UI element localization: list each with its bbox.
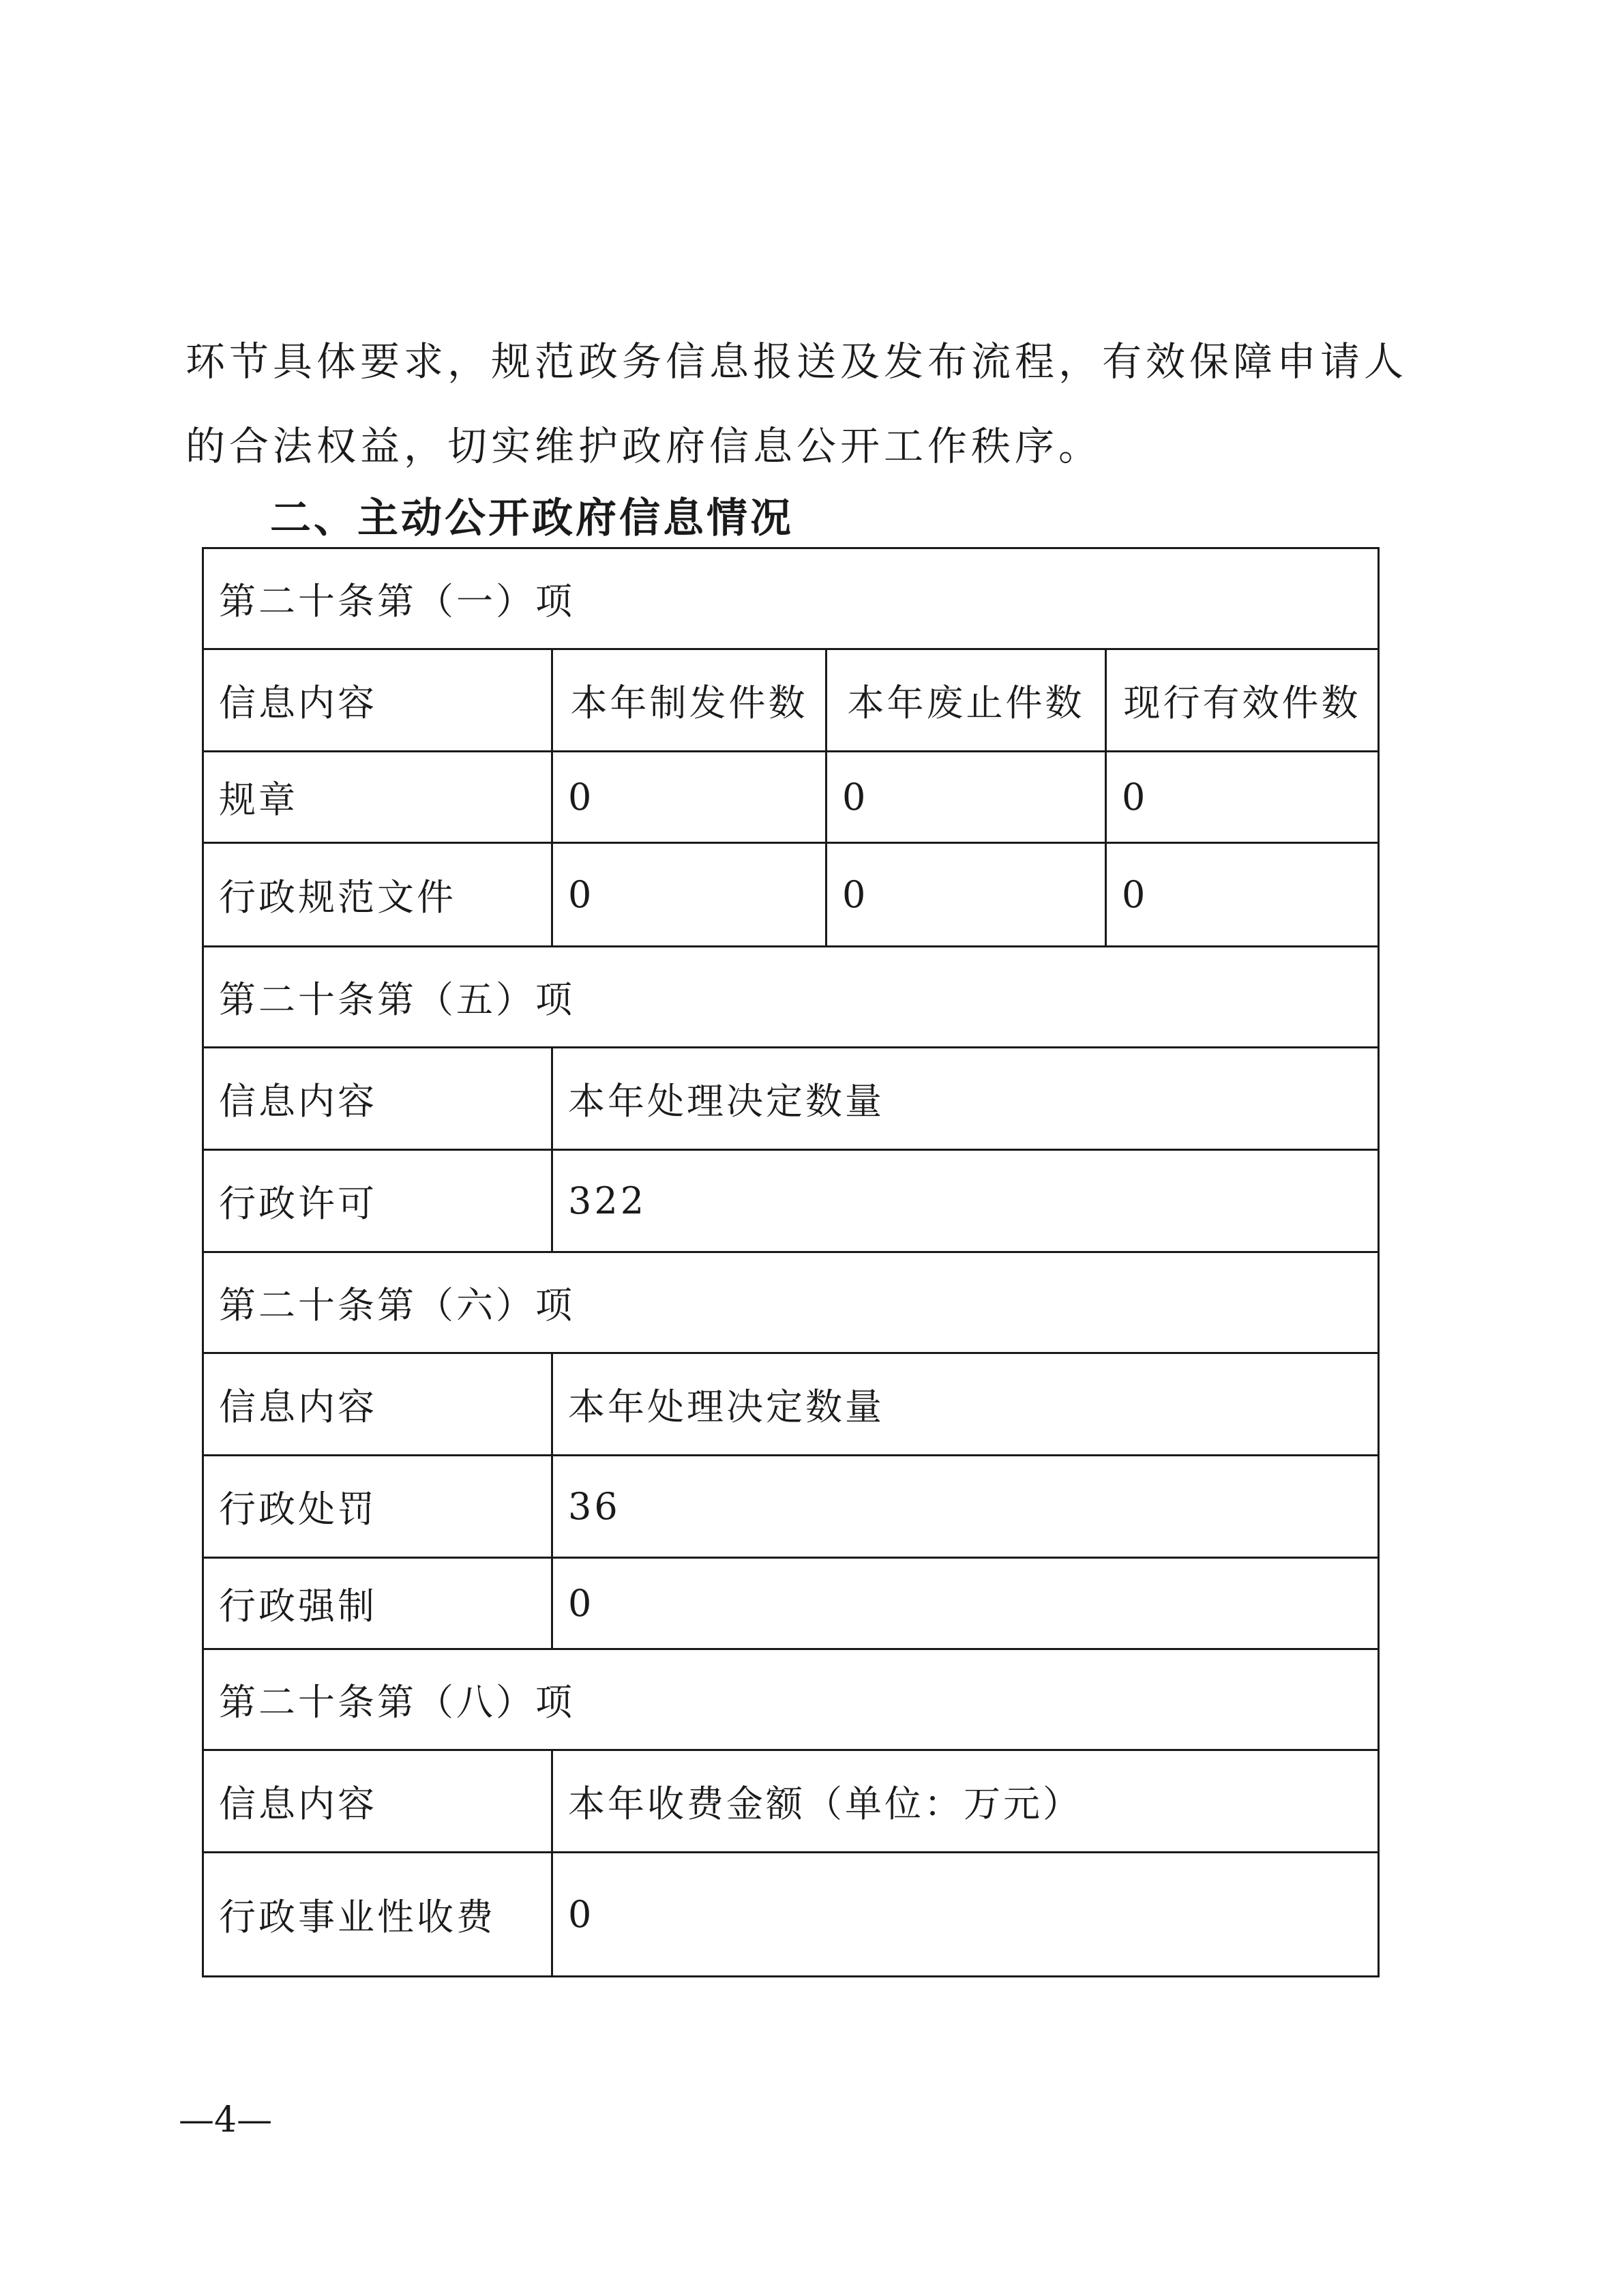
table-header-row bbox=[203, 1750, 1379, 1853]
table-cell: 0 bbox=[1106, 752, 1379, 843]
column-header: 本年处理决定数量 bbox=[552, 1048, 1379, 1150]
column-header: 信息内容 bbox=[203, 1048, 552, 1150]
table-cell: 0 bbox=[1106, 843, 1379, 947]
section-row-item-8 bbox=[203, 1649, 1379, 1750]
table-header-row bbox=[203, 649, 1379, 752]
row-label: 行政规范文件 bbox=[203, 843, 552, 947]
table-cell: 0 bbox=[552, 1853, 1379, 1977]
table-row bbox=[203, 1558, 1379, 1649]
section-row-item-6 bbox=[203, 1252, 1379, 1353]
table-row bbox=[203, 1853, 1379, 1977]
table-cell: 0 bbox=[827, 843, 1106, 947]
table-header-row bbox=[203, 1048, 1379, 1150]
section-title: 第二十条第（六）项 bbox=[203, 1252, 1379, 1353]
table-cell: 36 bbox=[552, 1456, 1379, 1558]
intro-line-1: 环节具体要求，规范政务信息报送及发布流程，有效保障申请人 bbox=[185, 338, 1408, 385]
section-row-item-1 bbox=[203, 548, 1379, 649]
table-row bbox=[203, 1456, 1379, 1558]
table-cell: 0 bbox=[827, 752, 1106, 843]
column-header: 信息内容 bbox=[203, 649, 552, 752]
intro-line-2: 的合法权益，切实维护政府信息公开工作秩序。 bbox=[185, 423, 1103, 469]
table-cell: 0 bbox=[552, 843, 827, 947]
column-header: 本年处理决定数量 bbox=[552, 1353, 1379, 1456]
column-header: 信息内容 bbox=[203, 1750, 552, 1853]
column-header: 信息内容 bbox=[203, 1353, 552, 1456]
row-label: 行政强制 bbox=[203, 1558, 552, 1649]
column-header: 现行有效件数 bbox=[1106, 649, 1379, 752]
disclosure-table bbox=[202, 547, 1380, 1977]
table-cell: 0 bbox=[552, 1558, 1379, 1649]
column-header: 本年制发件数 bbox=[552, 649, 827, 752]
column-header: 本年收费金额（单位：万元） bbox=[552, 1750, 1379, 1853]
section-title: 第二十条第（八）项 bbox=[203, 1649, 1379, 1750]
table-header-row bbox=[203, 1353, 1379, 1456]
table-row bbox=[203, 843, 1379, 947]
intro-paragraph bbox=[185, 319, 1413, 488]
column-header: 本年废止件数 bbox=[827, 649, 1106, 752]
row-label: 行政许可 bbox=[203, 1150, 552, 1252]
section-title: 第二十条第（五）项 bbox=[203, 947, 1379, 1048]
table-cell: 0 bbox=[552, 752, 827, 843]
row-label: 行政处罚 bbox=[203, 1456, 552, 1558]
section-title: 第二十条第（一）项 bbox=[203, 548, 1379, 649]
page-number: —4— bbox=[179, 2100, 273, 2140]
table-cell: 322 bbox=[552, 1150, 1379, 1252]
table-row bbox=[203, 1150, 1379, 1252]
table-row bbox=[203, 752, 1379, 843]
section-heading: 二、主动公开政府信息情况 bbox=[270, 495, 794, 542]
row-label: 规章 bbox=[203, 752, 552, 843]
row-label: 行政事业性收费 bbox=[203, 1853, 552, 1977]
section-row-item-5 bbox=[203, 947, 1379, 1048]
